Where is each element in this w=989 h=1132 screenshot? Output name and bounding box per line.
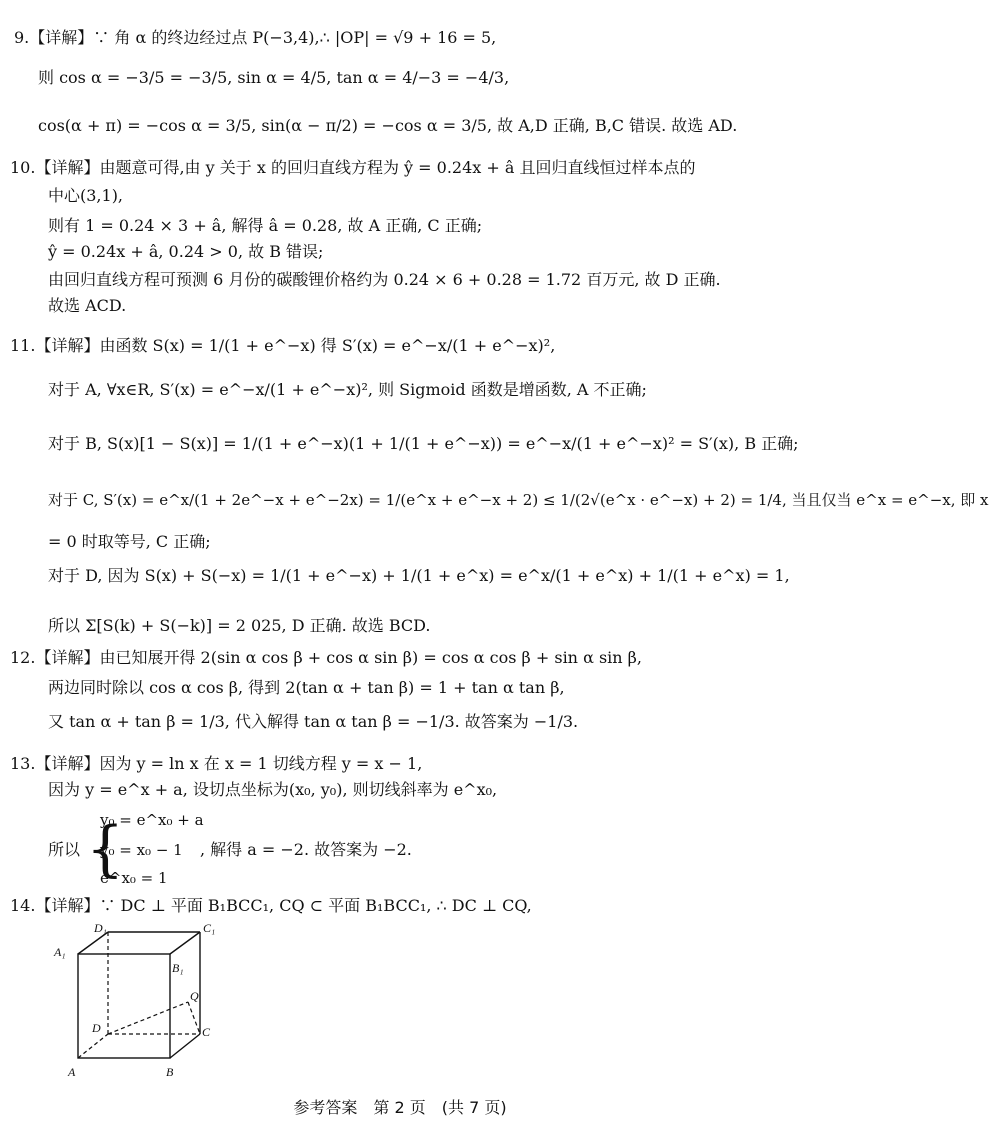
- q9-line2: 则 cos α = −3/5 = −3/5, sin α = 4/5, tan α = 4/−3 = −4/3,: [38, 68, 510, 87]
- q13-lead: 所以: [48, 840, 81, 859]
- q11-line5: = 0 时取等号, C 正确;: [48, 532, 211, 551]
- q13-eq1: y₀ = e^x₀ + a: [100, 811, 204, 829]
- label-D1: D₁: [94, 921, 107, 935]
- q11-line7: 所以 Σ[S(k) + S(−k)] = 2 025, D 正确. 故选 BCD.: [48, 616, 431, 635]
- label-C1: C₁: [203, 921, 216, 935]
- q13-eq2: y₀ = x₀ − 1: [100, 841, 183, 859]
- label-Q: Q: [190, 989, 199, 1003]
- q10-line3: 则有 1 = 0.24 × 3 + â, 解得 â = 0.28, 故 A 正确, C 正确;: [48, 216, 483, 235]
- q11-line2: 对于 A, ∀x∈R, S′(x) = e^−x/(1 + e^−x)², 则 Sigmoid 函数是增函数, A 不正确;: [48, 380, 647, 399]
- q9-line1: 9.【详解】∵ 角 α 的终边经过点 P(−3,4),∴ |OP| = √9 + 16 = 5,: [14, 28, 497, 47]
- q11-line1: 11.【详解】由函数 S(x) = 1/(1 + e^−x) 得 S′(x) = e^−x/(1 + e^−x)²,: [10, 336, 556, 355]
- q11-line3: 对于 B, S(x)[1 − S(x)] = 1/(1 + e^−x)(1 + 1/(1 + e^−x)) = e^−x/(1 + e^−x)² = S′(x), B 正确;: [48, 434, 799, 453]
- page-footer: 参考答案 第 2 页 (共 7 页): [293, 1098, 507, 1117]
- cube-figure: [50, 920, 250, 1090]
- front-face: [78, 954, 170, 1058]
- q13-system: [48, 810, 648, 888]
- label-C: C: [202, 1025, 211, 1039]
- q11-line6: 对于 D, 因为 S(x) + S(−x) = 1/(1 + e^−x) + 1/(1 + e^x) = e^x/(1 + e^x) + 1/(1 + e^x) = 1,: [48, 566, 790, 585]
- q11-line4: 对于 C, S′(x) = e^x/(1 + 2e^−x + e^−2x) = 1/(e^x + e^−x + 2) ≤ 1/(2√(e^x · e^−x) + 2) = 1/4, 当且仅当 e^x = e^−x, 即 x: [48, 491, 989, 509]
- q12-line1: 12.【详解】由已知展开得 2(sin α cos β + cos α sin β) = cos α cos β + sin α sin β,: [10, 648, 643, 667]
- q13-line1: 13.【详解】因为 y = ln x 在 x = 1 切线方程 y = x − 1,: [10, 754, 423, 773]
- label-A1: A₁: [54, 945, 66, 959]
- label-B: B: [166, 1065, 174, 1079]
- label-B1: B₁: [172, 961, 184, 975]
- q10-line5: 由回归直线方程可预测 6 月份的碳酸锂价格约为 0.24 × 6 + 0.28 = 1.72 百万元, 故 D 正确.: [48, 270, 721, 289]
- q14-line1: 14.【详解】∵ DC ⊥ 平面 B₁BCC₁, CQ ⊂ 平面 B₁BCC₁, ∴ DC ⊥ CQ,: [10, 896, 532, 915]
- label-D: D: [92, 1021, 101, 1035]
- q13-eq3: e^x₀ = 1: [100, 869, 168, 887]
- q12-line2: 两边同时除以 cos α cos β, 得到 2(tan α + tan β) = 1 + tan α tan β,: [48, 678, 565, 697]
- label-A: A: [68, 1065, 76, 1079]
- brace-symbol: {: [86, 814, 125, 884]
- q10-line2: 中心(3,1),: [48, 186, 124, 205]
- q10-line6: 故选 ACD.: [48, 296, 127, 315]
- q12-line3: 又 tan α + tan β = 1/3, 代入解得 tan α tan β = −1/3. 故答案为 −1/3.: [48, 712, 579, 731]
- q10-line4: ŷ = 0.24x + â, 0.24 > 0, 故 B 错误;: [48, 242, 324, 261]
- q13-line2: 因为 y = e^x + a, 设切点坐标为(x₀, y₀), 则切线斜率为 e^x₀,: [48, 780, 498, 799]
- q10-line1: 10.【详解】由题意可得,由 y 关于 x 的回归直线方程为 ŷ = 0.24x + â 且回归直线恒过样本点的: [10, 158, 696, 177]
- q9-line3: cos(α + π) = −cos α = 3/5, sin(α − π/2) = −cos α = 3/5, 故 A,D 正确, B,C 错误. 故选 AD.: [38, 116, 738, 135]
- q13-tail: , 解得 a = −2. 故答案为 −2.: [200, 840, 412, 859]
